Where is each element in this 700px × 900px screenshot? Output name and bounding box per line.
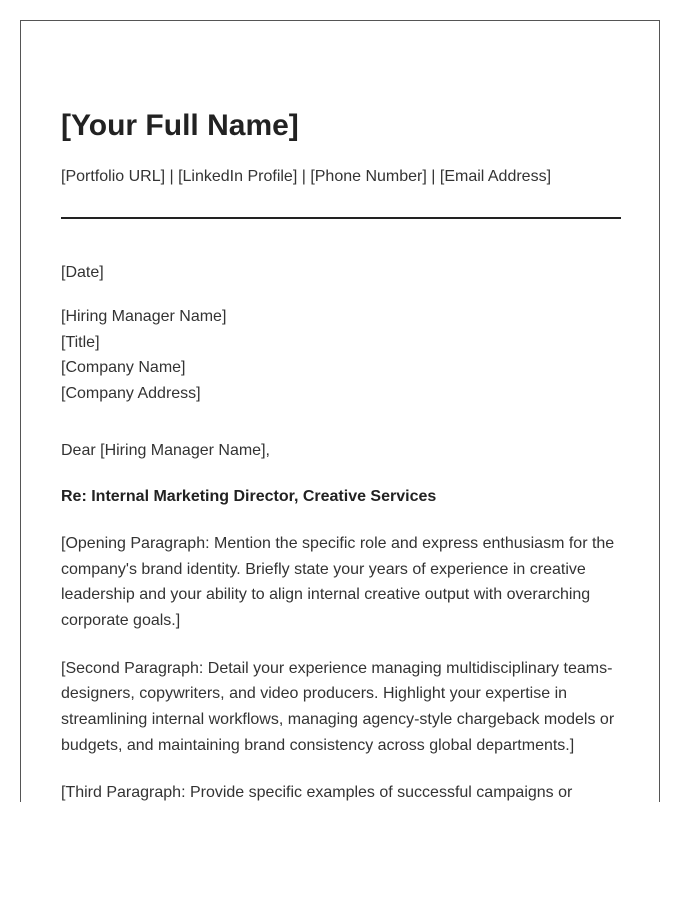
letter-date: [Date] xyxy=(61,264,104,281)
recipient-manager: [Hiring Manager Name] xyxy=(61,308,227,325)
applicant-name: [Your Full Name] xyxy=(61,109,299,142)
subject-line: Re: Internal Marketing Director, Creative Services xyxy=(61,487,437,505)
opening-paragraph: [Opening Paragraph: Mention the specific role and express enthusiasm for the company's brand identity. Briefly state your years of experience in creative leadership and your ability to align internal creative output with overarching corporate goals.] xyxy=(61,534,615,629)
cover-letter xyxy=(61,108,621,802)
second-paragraph: [Second Paragraph: Detail your experience managing multidisciplinary teams-designers, copywriters, and video producers. Highlight your expertise in streamlining internal workflows, managing agency-style chargeback models or budgets, and maintaining brand consistency across global departments.] xyxy=(61,659,615,754)
recipient-company: [Company Name] xyxy=(61,359,186,377)
third-paragraph: [Third Paragraph: Provide specific examples of successful campaigns or xyxy=(61,784,573,802)
contact-line: [Portfolio URL] | [LinkedIn Profile] | [Phone Number] | [Email Address] xyxy=(61,168,552,185)
document-page xyxy=(20,20,660,802)
header-divider xyxy=(61,217,621,219)
recipient-title: [Title] xyxy=(61,333,100,351)
salutation: Dear [Hiring Manager Name], xyxy=(61,441,270,459)
recipient-address: [Company Address] xyxy=(61,385,201,403)
recipient-block xyxy=(61,304,621,407)
